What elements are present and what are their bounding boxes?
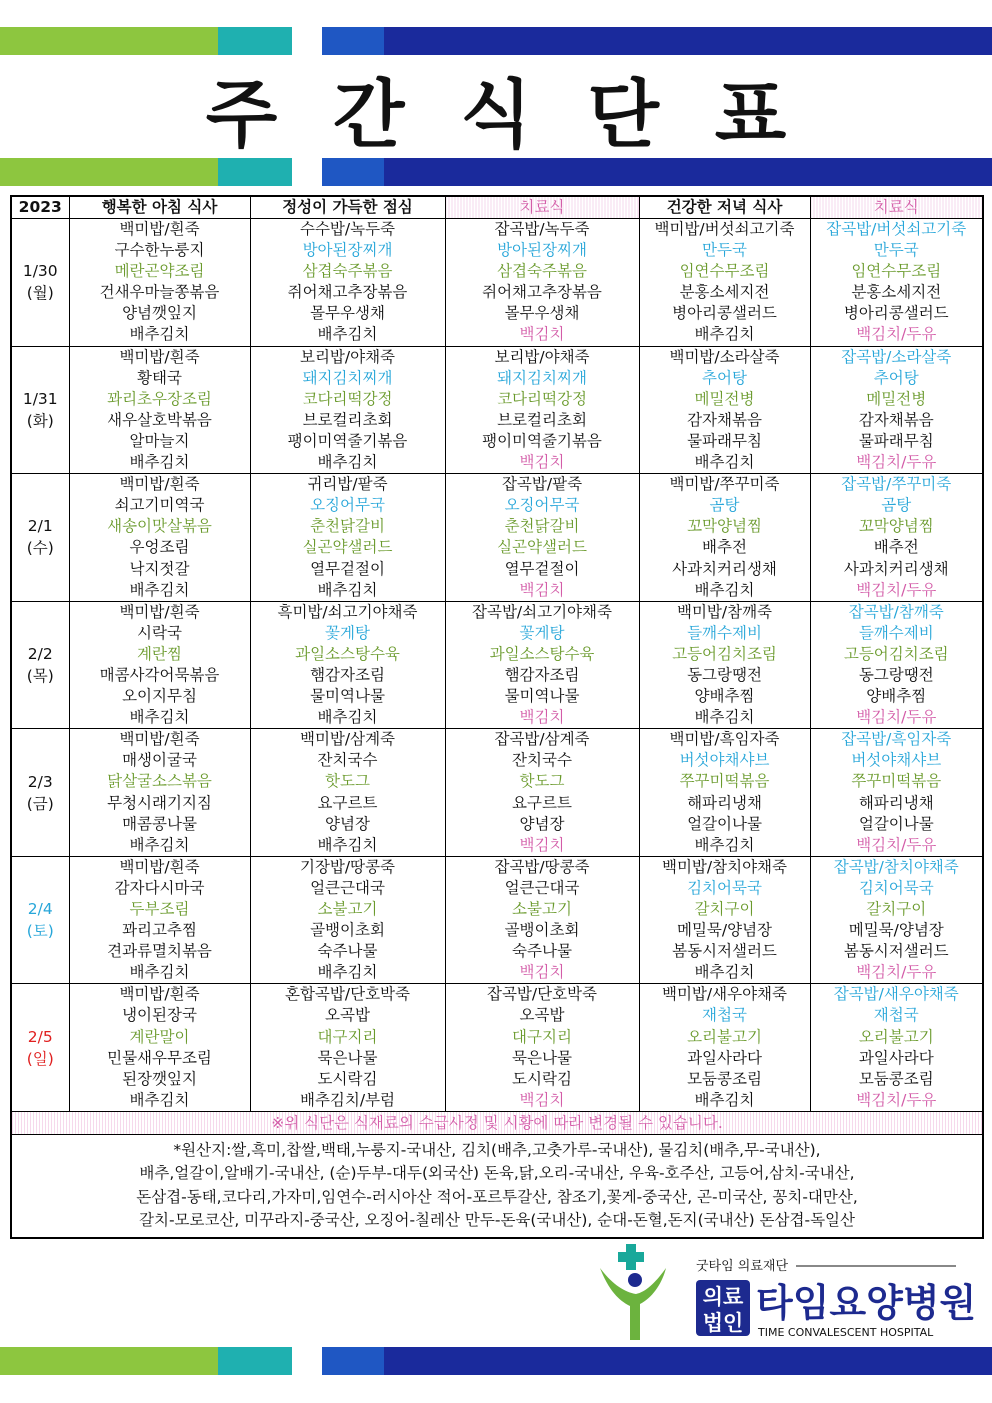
menu-item: 배추김치 [129,580,190,599]
menu-item: 얼갈이나물 [687,814,762,833]
menu-item: 재첩국 [873,1006,919,1025]
menu-item: 배추전 [873,538,919,557]
menu-item: 방아된장찌개 [497,241,587,260]
menu-item: 팽이미역줄기볶음 [482,431,602,450]
menu-item: 물파래무침 [687,431,762,450]
menu-item: 열무겉절이 [504,559,580,578]
menu-item: 기장밥/땅콩죽 [299,857,396,876]
menu-item: 해파리냉채 [687,793,762,812]
lunch-cell [250,346,445,474]
menu-item: 양배추찜 [866,687,927,706]
menu-item: 백김치 [519,835,565,854]
menu-item: 갈치구이 [694,900,755,918]
menu-item: 매생이굴국 [122,751,197,770]
menu-item: 배추김치 [129,708,190,727]
menu-item: 잡곡밥/팥죽 [501,475,583,494]
menu-item: 만두국 [702,241,747,260]
menu-item: 임연수무조림 [851,262,942,281]
menu-item: 대구지리 [317,1027,378,1046]
foundation-name: 굿타임 의료재단 [696,1259,789,1274]
menu-item: 된장깻잎지 [122,1069,197,1088]
breakfast-cell [69,346,250,474]
menu-item: 백미밥/흰죽 [119,730,200,749]
menu-item: 백미밥/참치야채죽 [661,857,787,876]
menu-item: 양배추찜 [694,687,755,706]
lunch-cell [250,856,445,984]
menu-item: 배추김치 [317,708,378,727]
menu-item: 보리밥/야채죽 [299,347,396,366]
weekday-label: (토) [26,922,54,941]
menu-item: 돼지김치찌개 [302,368,393,387]
menu-item: 두부조림 [129,900,190,918]
menu-item: 실곤약샐러드 [302,538,393,557]
origin-info [11,1134,983,1238]
day-cell [11,984,69,1112]
date-label: 1/31 [22,389,58,408]
menu-item: 잡곡밥/녹두죽 [494,220,590,238]
menu-item: 보리밥/야채죽 [494,347,590,366]
menu-item: 백김치 [519,325,565,344]
menu-item: 곰탕 [881,496,912,515]
menu-item: 꽈리고추찜 [122,921,197,940]
dinner-therapy-header: 치료식 [810,196,983,219]
menu-item: 계란찜 [137,644,182,663]
lunch-cell [250,729,445,857]
menu-item: 백김치/두유 [856,708,937,727]
dinner-cell [639,346,810,474]
menu-item: 과일사라다 [858,1048,934,1067]
menu-item: 쭈꾸미떡볶음 [679,772,770,791]
lunch-therapy-cell [445,729,639,857]
origin-line: *원산지:쌀,흑미,찹쌀,백태,누룽지-국내산, 김치(배추,고춧가루-국내산), 물김치(배추,무-국내산), [173,1140,821,1159]
menu-item: 소불고기 [317,900,378,918]
date-label: 2/1 [27,517,53,536]
menu-item: 잡곡밥/쭈꾸미죽 [841,475,952,494]
lunch-cell [250,219,445,347]
badge-line-2: 법인 [702,1311,744,1335]
menu-item: 배추김치 [317,963,378,982]
menu-item: 잡곡밥/참치야채죽 [833,857,959,876]
dinner-header: 건강한 저녁 식사 [639,196,810,219]
menu-item: 귀리밥/팥죽 [307,475,388,494]
menu-item: 백미밥/버섯쇠고기죽 [654,220,795,238]
dinner-therapy-cell [810,601,983,729]
menu-item: 낙지젓갈 [129,559,190,578]
menu-item: 삼겹숙주볶음 [497,262,587,281]
menu-item: 오곡밥 [519,1006,565,1025]
menu-item: 배추김치 [694,580,755,599]
badge-line-1: 의료 [702,1285,744,1309]
lunch-therapy-cell [445,601,639,729]
lunch-cell [250,474,445,602]
menu-item: 메밀묵/양념장 [676,921,773,940]
menu-item: 오리불고기 [858,1027,934,1046]
menu-item: 양념깻잎지 [122,304,197,323]
menu-item: 쥐어채고추장볶음 [287,283,408,302]
menu-item: 잡곡밥/삼계죽 [494,730,590,749]
menu-item: 얼큰근대국 [504,878,580,897]
lunch-therapy-cell [445,984,639,1112]
lunch-therapy-cell [445,346,639,474]
menu-item: 핫도그 [519,772,565,791]
menu-item: 고등어김치조림 [672,644,777,663]
menu-item: 도시락김 [512,1069,572,1088]
menu-item: 백미밥/흑임자죽 [669,730,780,749]
date-label: 2/2 [27,644,53,663]
menu-item: 백김치 [519,963,565,982]
origin-line: 배추,얼갈이,알배기-국내산, (순)두부-대두(외국산) 돈육,닭,오리-국내산, 우육-호주산, 고등어,삼치-국내산, [139,1164,855,1183]
day-cell [11,219,69,347]
menu-item: 열무겉절이 [310,559,385,578]
menu-item: 오징어무국 [504,496,580,515]
menu-item: 백김치/두유 [856,1090,937,1109]
breakfast-cell [69,219,250,347]
menu-item: 배추김치 [317,325,378,344]
menu-item: 백미밥/흰죽 [119,347,200,366]
dinner-cell [639,219,810,347]
menu-item: 백김치 [519,580,565,599]
menu-item: 백미밥/새우야채죽 [661,985,787,1004]
menu-item: 배추김치 [317,453,378,472]
dinner-therapy-cell [810,474,983,602]
menu-item: 브로컬리초회 [497,410,587,429]
menu-item: 쥐어채고추장볶음 [482,283,602,302]
menu-item: 버섯야채샤브 [851,751,942,770]
menu-item: 재첩국 [702,1006,747,1025]
menu-item: 무청시래기지짐 [107,793,212,812]
day-row [11,984,983,1112]
day-row [11,856,983,984]
menu-item: 곰탕 [709,496,740,515]
menu-item: 잡곡밥/소라살죽 [841,347,952,366]
day-row [11,729,983,857]
menu-item: 숙주나물 [317,942,378,961]
weekday-label: (월) [26,284,54,303]
menu-item: 백김치 [519,453,565,472]
menu-item: 추어탕 [873,368,919,387]
origin-line: 갈치-모로코산, 미꾸라지-중국산, 오징어-칠레산 만두-돈육(국내산), 순대-돈혈,돈지(국내산) 돈삼겹-독일산 [139,1211,855,1230]
menu-item: 배추김치 [694,453,755,472]
menu-item: 오리불고기 [687,1027,762,1046]
hospital-name: 타임요양병원 [756,1281,976,1325]
menu-item: 매콤콩나물 [122,814,197,833]
menu-item: 봄동시저샐러드 [843,942,949,961]
day-cell [11,346,69,474]
dinner-cell [639,601,810,729]
menu-item: 백김치/두유 [856,325,937,344]
origin-line: 돈삼겹-동태,코다리,가자미,임연수-러시아산 적어-포르투갈산, 참조기,꽃게-중국산, 곤-미국산, 꽁치-대만산, [136,1187,858,1206]
dinner-therapy-cell [810,984,983,1112]
menu-item: 코다리떡강정 [497,389,587,408]
menu-item: 계란말이 [129,1027,190,1046]
menu-item: 매콤사각어묵볶음 [99,665,220,684]
menu-item: 배추김치 [317,835,378,854]
menu-item: 춘천닭갈비 [310,517,385,536]
menu-item: 분홍소세지전 [679,283,770,302]
menu-item: 백미밥/흰죽 [119,475,200,494]
menu-item: 몰무우생채 [504,304,580,323]
menu-item: 분홍소세지전 [851,283,942,302]
dinner-cell [639,984,810,1112]
menu-item: 민물새우무조림 [107,1048,212,1067]
menu-item: 백미밥/소라살죽 [669,347,780,366]
menu-item: 골뱅이초회 [504,921,580,940]
menu-item: 실곤약샐러드 [497,538,587,557]
menu-item: 브로컬리초회 [302,410,393,429]
menu-item: 우엉조림 [129,538,190,557]
menu-item: 꼬막양념찜 [858,517,934,536]
menu-item: 백김치 [519,1090,565,1109]
menu-item: 햄감자조림 [310,665,385,684]
menu-item: 병아리콩샐러드 [843,304,949,323]
menu-item: 백미밥/참깨죽 [676,602,773,621]
menu-item: 황태국 [137,368,182,387]
menu-item: 백미밥/흰죽 [119,602,200,621]
menu-item: 동그랑땡전 [687,665,762,684]
middle-stripe [0,158,992,186]
menu-item: 오이지무침 [122,687,197,706]
menu-item: 핫도그 [325,772,370,791]
menu-item: 꽃게탕 [519,623,565,642]
day-row [11,346,983,474]
menu-item: 잡곡밥/땅콩죽 [494,857,590,876]
menu-item: 양념장 [519,814,565,833]
menu-item: 배추전 [702,538,747,557]
menu-item: 물파래무침 [858,431,934,450]
menu-item: 잡곡밥/흑임자죽 [841,730,952,749]
lunch-therapy-cell [445,856,639,984]
menu-item: 건새우마늘쫑볶음 [99,283,220,302]
dinner-therapy-cell [810,219,983,347]
day-row [11,474,983,602]
dinner-therapy-cell [810,856,983,984]
menu-item: 배추김치 [694,325,755,344]
menu-item: 꽃게탕 [325,623,370,642]
menu-item: 새송이맛살볶음 [107,517,212,536]
menu-item: 꽈리초우장조림 [107,389,212,408]
menu-item: 들깨수제비 [687,623,762,642]
breakfast-cell [69,856,250,984]
day-cell [11,601,69,729]
weekday-label: (금) [26,794,54,813]
menu-item: 메밀전병 [694,389,755,408]
menu-item: 시락국 [137,623,182,642]
menu-item: 묵은나물 [317,1048,378,1067]
menu-item: 사과치커리생채 [843,559,949,578]
breakfast-header: 행복한 아침 식사 [69,196,250,219]
menu-item: 견과류멸치볶음 [107,942,212,961]
menu-item: 잡곡밥/쇠고기야채죽 [472,602,612,621]
menu-item: 쭈꾸미떡볶음 [851,772,942,791]
menu-item: 백김치 [519,708,565,727]
menu-item: 메밀묵/양념장 [848,921,944,940]
menu-item: 삼겹숙주볶음 [302,262,393,281]
dinner-therapy-cell [810,346,983,474]
menu-item: 오징어무국 [310,496,385,515]
menu-item: 흑미밥/쇠고기야채죽 [277,602,418,621]
dinner-cell [639,856,810,984]
menu-item: 춘천닭갈비 [504,517,580,536]
menu-item: 배추김치 [694,1090,755,1109]
menu-item: 얼갈이나물 [858,814,934,833]
breakfast-cell [69,601,250,729]
menu-item: 몰무우생채 [310,304,385,323]
menu-item: 잔치국수 [317,751,378,770]
menu-item: 햄감자조림 [504,665,580,684]
menu-item: 배추김치 [129,1090,190,1109]
weekly-menu-table [10,195,984,1239]
menu-item: 소불고기 [512,900,572,918]
menu-item: 버섯야채샤브 [679,751,770,770]
menu-item: 구수한누룽지 [114,241,205,260]
menu-item: 백미밥/흰죽 [119,985,200,1004]
bottom-stripe [0,1347,992,1375]
menu-item: 백김치/두유 [856,963,937,982]
year-header: 2023 [11,196,69,219]
menu-item: 잡곡밥/단호박죽 [486,985,598,1004]
page-title: 주 간 식 단 표 [205,72,787,158]
menu-item: 코다리떡강정 [302,389,393,408]
menu-item: 수수밥/녹두죽 [299,220,396,238]
menu-item: 팽이미역줄기볶음 [287,431,408,450]
lunch-cell [250,984,445,1112]
breakfast-cell [69,729,250,857]
menu-item: 해파리냉채 [858,793,934,812]
weekday-label: (목) [26,666,54,685]
header-row [11,196,983,219]
breakfast-cell [69,984,250,1112]
menu-item: 대구지리 [512,1027,572,1046]
menu-item: 봄동시저샐러드 [672,942,777,961]
cross-icon [618,1244,644,1270]
day-row [11,601,983,729]
menu-item: 백김치/두유 [856,835,937,854]
menu-item: 잔치국수 [512,751,572,770]
lunch-header: 정성이 가득한 점심 [250,196,445,219]
menu-item: 고등어김치조림 [843,644,949,663]
menu-item: 잡곡밥/버섯쇠고기죽 [826,220,967,238]
hospital-logo [596,1244,976,1344]
day-row [11,219,983,347]
menu-item: 모둠콩조림 [687,1069,762,1088]
menu-item: 과일소스탕수육 [489,644,595,663]
lunch-cell [250,601,445,729]
hospital-english-name: TIME CONVALESCENT HOSPITAL [758,1326,934,1339]
menu-item: 과일소스탕수육 [295,644,400,663]
menu-item: 배추김치 [129,835,190,854]
menu-item: 메밀전병 [866,389,927,408]
day-cell [11,856,69,984]
menu-item: 잡곡밥/참깨죽 [848,602,944,621]
menu-item: 물미역나물 [310,687,385,706]
menu-item: 요구르트 [512,793,572,812]
menu-item: 숙주나물 [512,942,572,961]
menu-item: 물미역나물 [504,687,580,706]
lunch-therapy-cell [445,474,639,602]
menu-item: 김치어묵국 [858,878,934,897]
menu-item: 백미밥/쭈꾸미죽 [669,475,780,494]
menu-item: 쇠고기미역국 [114,496,205,515]
menu-item: 묵은나물 [512,1048,572,1067]
menu-item: 백미밥/삼계죽 [299,730,396,749]
lunch-therapy-header: 치료식 [445,196,639,219]
day-cell [11,474,69,602]
menu-item: 백미밥/흰죽 [119,857,200,876]
date-label: 1/30 [22,262,58,281]
menu-item: 도시락김 [317,1069,378,1088]
weekday-label: (일) [26,1049,54,1068]
date-label: 2/5 [27,1027,53,1046]
menu-item: 백김치/두유 [856,580,937,599]
menu-item: 갈치구이 [866,900,927,918]
menu-item: 배추김치 [694,963,755,982]
menu-item: 배추김치 [129,963,190,982]
dinner-cell [639,729,810,857]
menu-item: 오곡밥 [325,1006,370,1025]
menu-item: 방아된장찌개 [302,241,393,260]
date-label: 2/3 [27,772,53,791]
top-stripe [0,27,992,55]
menu-item: 모둠콩조림 [858,1069,934,1088]
menu-item: 김치어묵국 [687,878,762,897]
menu-item: 잡곡밥/새우야채죽 [833,985,959,1004]
menu-item: 양념장 [325,814,370,833]
menu-item: 감자채볶음 [687,410,762,429]
menu-item: 만두국 [873,241,919,260]
menu-item: 냉이된장국 [122,1006,197,1025]
menu-item: 과일사라다 [687,1048,762,1067]
menu-item: 요구르트 [317,793,378,812]
menu-item: 혼합곡밥/단호박죽 [284,985,410,1004]
lunch-therapy-cell [445,219,639,347]
menu-item: 임연수무조림 [679,262,770,281]
menu-item: 배추김치 [694,835,755,854]
menu-item: 동그랑땡전 [858,665,934,684]
dinner-cell [639,474,810,602]
breakfast-cell [69,474,250,602]
menu-item: 배추김치 [694,708,755,727]
menu-item: 배추김치 [317,580,378,599]
menu-item: 얼큰근대국 [310,878,385,897]
dinner-therapy-cell [810,729,983,857]
day-cell [11,729,69,857]
weekday-label: (수) [26,539,54,558]
date-label: 2/4 [27,900,53,919]
menu-item: 감자채볶음 [858,410,934,429]
menu-item: 병아리콩샐러드 [672,304,777,323]
menu-item: 백미밥/흰죽 [119,220,200,238]
menu-item: 들깨수제비 [858,623,934,642]
menu-item: 배추김치/부럼 [299,1090,396,1109]
menu-item: 사과치커리생채 [672,559,777,578]
menu-item: 꼬막양념찜 [687,517,762,536]
menu-item: 배추김치 [129,453,190,472]
person-figure-icon [600,1268,666,1340]
menu-item: 새우살호박볶음 [107,410,212,429]
menu-item: 골뱅이초회 [310,921,385,940]
menu-item: 추어탕 [702,368,747,387]
menu-item: 감자다시마국 [114,878,205,897]
weekday-label: (화) [26,411,54,430]
menu-item: 메란곤약조림 [114,262,205,281]
menu-item: 닭살굴소스볶음 [107,772,212,791]
notice-text: ※위 식단은 식재료의 수급사정 및 시황에 따라 변경될 수 있습니다. [11,1111,983,1134]
menu-item: 백김치/두유 [856,453,937,472]
menu-item: 돼지김치찌개 [497,368,587,387]
menu-item: 배추김치 [129,325,190,344]
menu-item: 알마늘지 [129,431,190,450]
